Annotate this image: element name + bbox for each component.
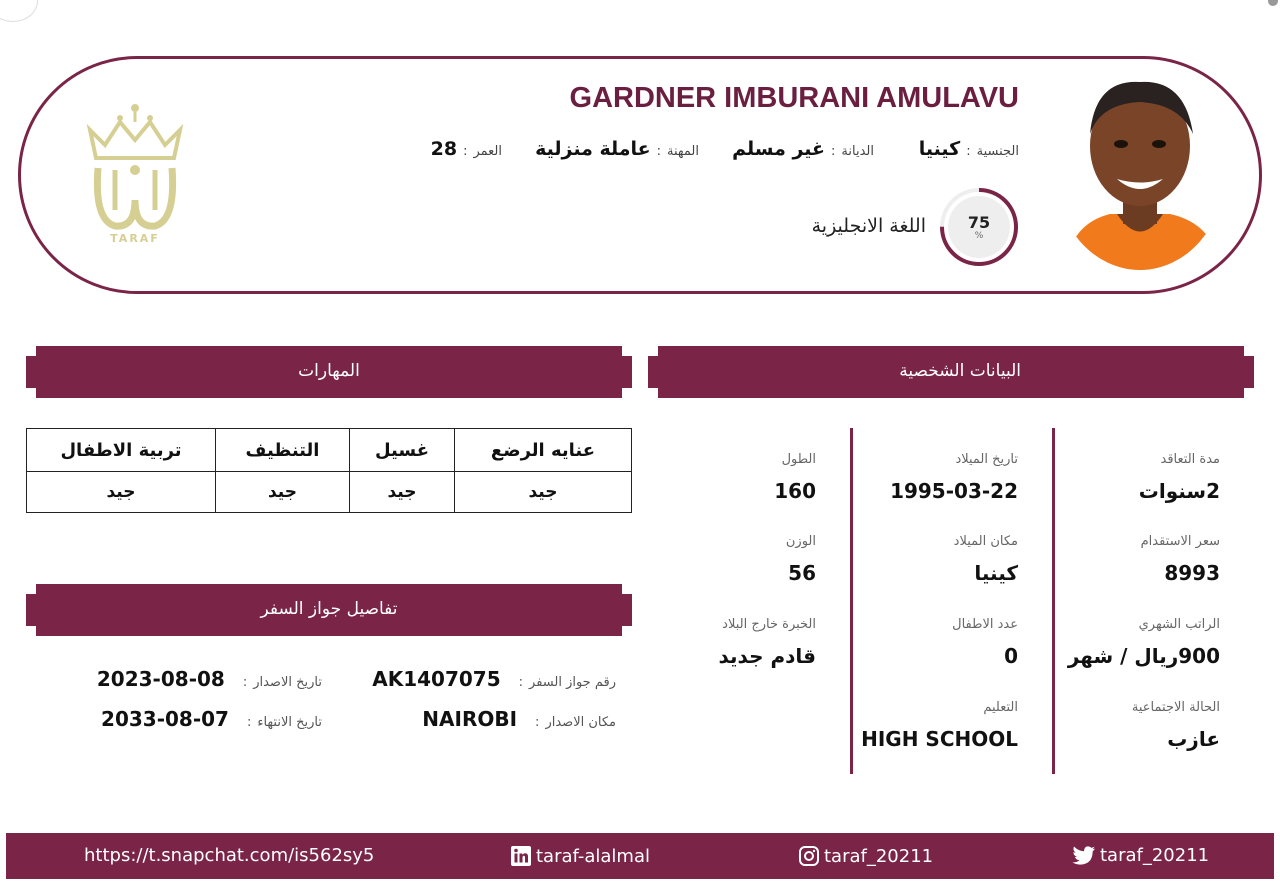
- language-percent-unit: %: [974, 231, 984, 241]
- skill-level: جيد: [216, 472, 350, 513]
- skill-level: جيد: [350, 472, 455, 513]
- contract-duration: مدة التعاقد 2سنوات: [1138, 452, 1220, 503]
- taraf-logo: [80, 100, 190, 250]
- profession-label: المهنة: [667, 144, 699, 159]
- passport-number: رقم جواز السفر : AK1407075: [372, 667, 616, 691]
- nationality-label: الجنسية: [976, 144, 1019, 159]
- religion-value: غير مسلم: [732, 138, 826, 160]
- skill-header: غسيل: [350, 429, 455, 472]
- religion-label: الديانة: [841, 144, 874, 159]
- table-row: [27, 429, 632, 472]
- corner-decoration: [0, 0, 38, 22]
- personal-data-title: البيانات الشخصية: [899, 361, 1021, 381]
- passport-header: [26, 584, 632, 636]
- skill-header: تربية الاطفال: [27, 429, 216, 472]
- age-field: العمر : 28: [430, 138, 502, 160]
- nationality-field: الجنسية : كينيا: [918, 138, 1019, 160]
- profession-value: عاملة منزلية: [535, 138, 651, 160]
- nationality-value: كينيا: [918, 138, 961, 160]
- monthly-salary: الراتب الشهري 900ريال / شهر: [1067, 617, 1220, 668]
- education: التعليم HIGH SCHOOL: [861, 700, 1018, 751]
- skills-title: المهارات: [298, 361, 360, 381]
- column-divider: [850, 428, 853, 774]
- column-divider: [1052, 428, 1055, 774]
- weight: الوزن 56: [785, 534, 816, 585]
- linkedin-icon: [510, 845, 532, 867]
- language-percent: 75: [967, 213, 991, 232]
- recruitment-price: سعر الاستقدام 8993: [1140, 534, 1220, 585]
- skill-header: التنظيف: [216, 429, 350, 472]
- language-label: اللغة الانجليزية: [811, 215, 926, 237]
- religion-field: الديانة : غير مسلم: [732, 138, 874, 160]
- twitter-icon: [1072, 846, 1096, 866]
- instagram-icon: [798, 845, 820, 867]
- footer-bar: [6, 833, 1274, 879]
- height: الطول 160: [774, 452, 816, 503]
- snapchat-link[interactable]: https://t.snapchat.com/is562sy5: [84, 845, 375, 866]
- skills-header: [26, 346, 632, 398]
- age-value: 28: [430, 138, 458, 160]
- marital-status: الحالة الاجتماعية عازب: [1131, 700, 1220, 751]
- passport-issue-date: تاريخ الاصدار : 2023-08-08: [96, 667, 322, 691]
- scroll-indicator: [1268, 0, 1278, 6]
- birth-place: مكان الميلاد كينيا: [953, 534, 1018, 585]
- skill-level: جيد: [455, 472, 632, 513]
- children-count: عدد الاطفال 0: [952, 617, 1018, 668]
- linkedin-link[interactable]: taraf-alalmal: [510, 845, 650, 867]
- birth-date: تاريخ الميلاد 1995-03-22: [890, 452, 1018, 503]
- twitter-link[interactable]: taraf_20211: [1072, 845, 1209, 866]
- personal-data-header: [648, 346, 1254, 398]
- profession-field: المهنة : عاملة منزلية: [535, 138, 699, 160]
- table-row: [27, 472, 632, 513]
- logo-text: TARAF: [110, 232, 160, 245]
- experience-abroad: الخبرة خارج البلاد قادم جديد: [718, 617, 816, 668]
- passport-title: تفاصيل جواز السفر: [260, 599, 398, 619]
- skill-level: جيد: [27, 472, 216, 513]
- skill-header: عنايه الرضع: [455, 429, 632, 472]
- profile-photo: [1055, 74, 1225, 270]
- passport-issue-place: مكان الاصدار : NAIROBI: [422, 707, 616, 731]
- instagram-link[interactable]: taraf_20211: [798, 845, 933, 867]
- worker-name: GARDNER IMBURANI AMULAVU: [569, 82, 1019, 114]
- age-label: العمر: [473, 144, 502, 159]
- skills-table: [26, 428, 632, 513]
- passport-expiry-date: تاريخ الانتهاء : 2033-08-07: [101, 707, 322, 731]
